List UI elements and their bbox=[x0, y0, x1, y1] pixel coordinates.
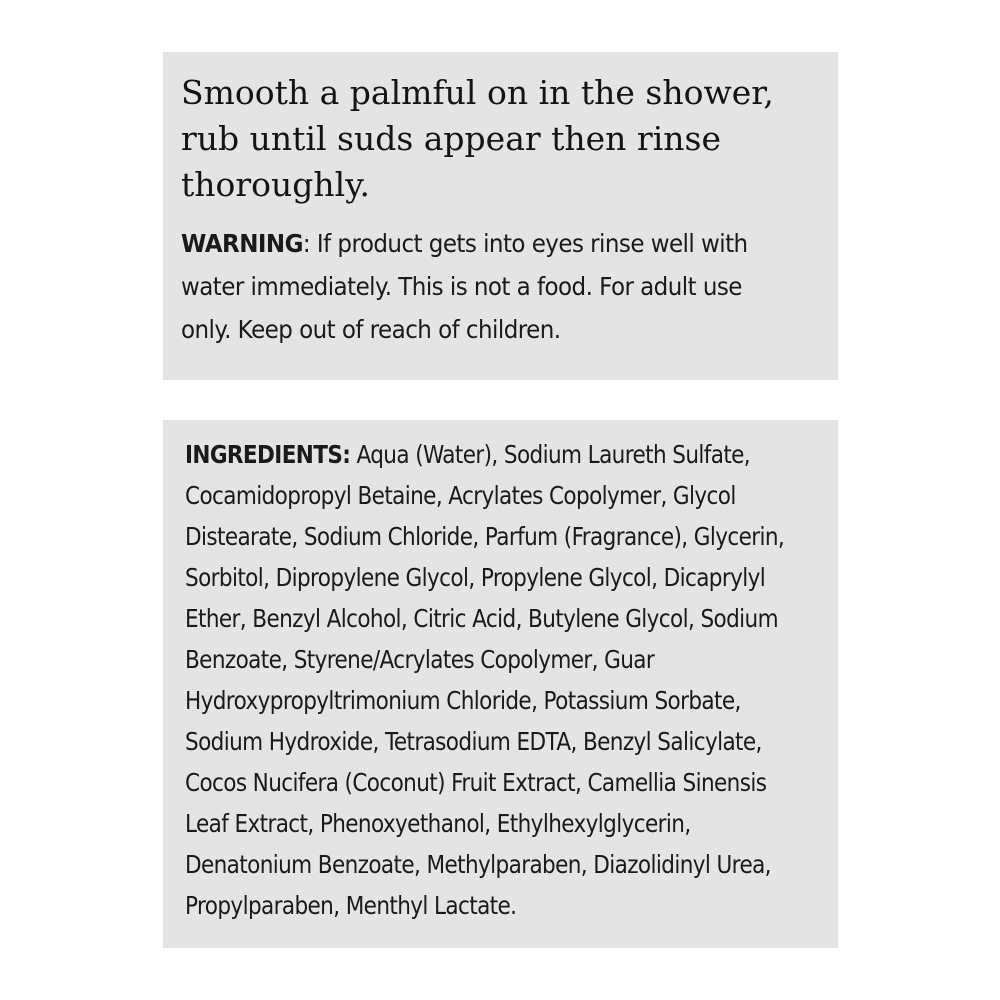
warning-label: WARNING bbox=[181, 229, 303, 258]
ingredients-list: Aqua (Water), Sodium Laureth Sulfate, Cocamidopropyl Betaine, Acrylates Copolymer, Glycol Distearate, Sodium Chloride, Parfum (Fragrance), Glycerin, Sorbitol, Dipropylene Glycol, Propylene Glycol, Dicaprylyl Ether, Benzyl Alcohol, Citric Acid, Butylene Glycol, Sodium Benzoate, Styrene/Acrylates Copolymer, Guar Hydroxypropyltrimonium Chloride, Potassium Sorbate, Sodium Hydroxide, Tetrasodium EDTA, Benzyl Salicylate, Cocos Nucifera (Coconut) Fruit Extract, Camellia Sinensis Leaf Extract, Phenoxyethanol, Ethylhexylglycerin, Denatonium Benzoate, Methylparaben, Diazolidinyl Urea, Propylparaben, Menthyl Lactate. bbox=[185, 440, 785, 920]
ingredients-panel bbox=[163, 420, 838, 948]
warning-text: : If product gets into eyes rinse well with water immediately. This is not a food. For adult use only. Keep out of reach of children. bbox=[181, 229, 748, 344]
warning-paragraph bbox=[181, 222, 770, 351]
directions-text: Smooth a palmful on in the shower, rub until suds appear then rinse thoroughly. bbox=[181, 73, 774, 204]
ingredients-paragraph bbox=[185, 434, 801, 926]
ingredients-label: INGREDIENTS: bbox=[185, 440, 351, 469]
directions-panel bbox=[163, 52, 838, 380]
